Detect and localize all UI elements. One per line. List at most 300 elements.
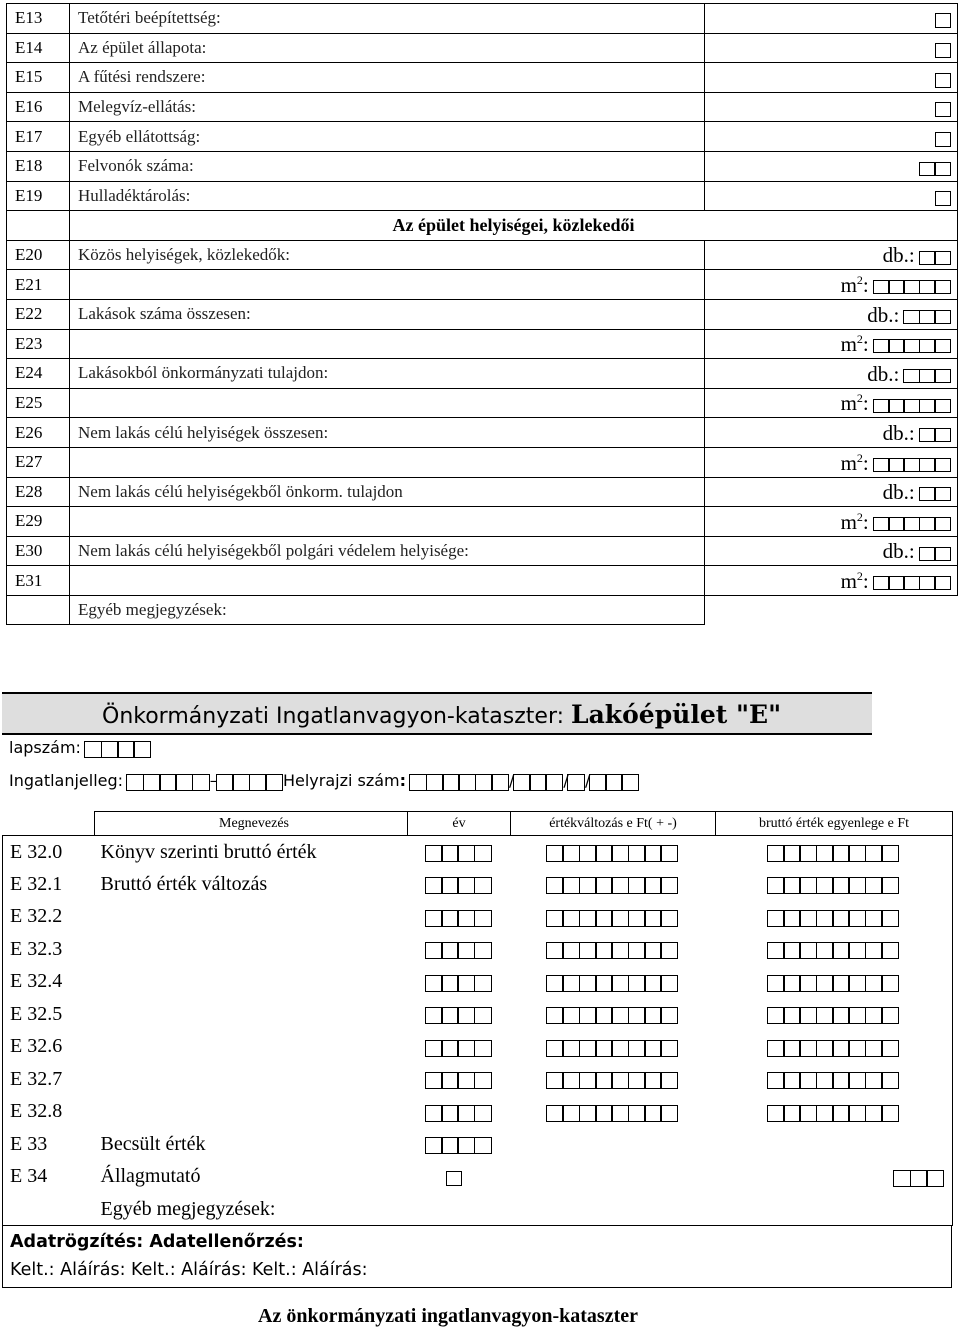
input-cell[interactable] — [767, 845, 785, 862]
input-cell[interactable] — [611, 1105, 629, 1122]
input-cell[interactable] — [425, 845, 443, 862]
input-cell[interactable] — [441, 910, 459, 927]
input-cell[interactable] — [865, 942, 883, 959]
input-cell[interactable] — [458, 774, 476, 791]
input-cell[interactable] — [934, 310, 951, 324]
input-cell[interactable] — [865, 845, 883, 862]
input-cell[interactable] — [474, 1007, 492, 1024]
value-input[interactable] — [935, 95, 951, 120]
year-input[interactable] — [426, 906, 491, 929]
input-cell[interactable] — [910, 1170, 928, 1187]
input-cell[interactable] — [644, 975, 662, 992]
input-cell[interactable] — [442, 774, 460, 791]
input-cell[interactable] — [628, 942, 646, 959]
input-cell[interactable] — [545, 774, 563, 791]
input-cell[interactable] — [611, 1040, 629, 1057]
change-input[interactable] — [548, 906, 679, 929]
helyrajzi-input-2[interactable] — [514, 772, 563, 791]
input-cell[interactable] — [644, 1040, 662, 1057]
input-cell[interactable] — [441, 942, 459, 959]
input-cell[interactable] — [546, 975, 564, 992]
input-cell[interactable] — [660, 1105, 678, 1122]
input-cell[interactable] — [799, 1040, 817, 1057]
year-input[interactable] — [426, 1133, 491, 1156]
input-cell[interactable] — [848, 1040, 866, 1057]
input-cell[interactable] — [441, 1105, 459, 1122]
input-cell[interactable] — [832, 942, 850, 959]
input-cell[interactable] — [881, 1007, 899, 1024]
input-cell[interactable] — [881, 942, 899, 959]
gross-input[interactable] — [895, 1166, 944, 1189]
input-cell[interactable] — [265, 774, 283, 791]
input-cell[interactable] — [935, 73, 951, 88]
year-input[interactable] — [426, 1036, 491, 1059]
input-cell[interactable] — [865, 1007, 883, 1024]
input-cell[interactable] — [799, 1105, 817, 1122]
input-cell[interactable] — [848, 1072, 866, 1089]
input-cell[interactable] — [628, 877, 646, 894]
input-cell[interactable] — [475, 774, 493, 791]
ingatlanjelleg-input-1[interactable] — [128, 772, 210, 791]
input-cell[interactable] — [799, 1007, 817, 1024]
value-input[interactable] — [935, 66, 951, 91]
input-cell[interactable] — [926, 1170, 944, 1187]
input-cell[interactable] — [628, 1040, 646, 1057]
input-cell[interactable] — [799, 975, 817, 992]
input-cell[interactable] — [644, 1007, 662, 1024]
input-cell[interactable] — [474, 910, 492, 927]
input-cell[interactable] — [660, 910, 678, 927]
input-cell[interactable] — [832, 1105, 850, 1122]
input-cell[interactable] — [865, 877, 883, 894]
input-cell[interactable] — [767, 1105, 785, 1122]
input-cell[interactable] — [216, 774, 234, 791]
input-cell[interactable] — [441, 845, 459, 862]
input-cell[interactable] — [579, 1072, 597, 1089]
input-cell[interactable] — [595, 1072, 613, 1089]
input-cell[interactable] — [611, 975, 629, 992]
table-row — [7, 536, 958, 566]
input-cell[interactable] — [409, 774, 427, 791]
value-input[interactable] — [903, 362, 951, 387]
input-cell[interactable] — [783, 1072, 801, 1089]
gross-input[interactable] — [769, 906, 900, 929]
input-cell[interactable] — [799, 877, 817, 894]
input-cell[interactable] — [474, 1072, 492, 1089]
input-cell[interactable] — [529, 774, 547, 791]
input-cell[interactable] — [767, 942, 785, 959]
input-cell[interactable] — [425, 1105, 443, 1122]
input-cell[interactable] — [848, 910, 866, 927]
input-cell[interactable] — [133, 741, 151, 758]
input-cell[interactable] — [783, 877, 801, 894]
input-cell[interactable] — [848, 1105, 866, 1122]
helyrajzi-input-1[interactable] — [411, 772, 509, 791]
input-cell[interactable] — [474, 877, 492, 894]
input-cell[interactable] — [425, 910, 443, 927]
input-cell[interactable] — [474, 942, 492, 959]
input-cell[interactable] — [595, 877, 613, 894]
input-cell[interactable] — [848, 877, 866, 894]
input-cell[interactable] — [611, 1007, 629, 1024]
input-cell[interactable] — [628, 910, 646, 927]
input-cell[interactable] — [126, 774, 144, 791]
input-cell[interactable] — [249, 774, 267, 791]
input-cell[interactable] — [881, 1105, 899, 1122]
input-cell[interactable] — [441, 1072, 459, 1089]
input-cell[interactable] — [579, 910, 597, 927]
input-cell[interactable] — [567, 774, 585, 791]
input-cell[interactable] — [799, 942, 817, 959]
value-input[interactable] — [873, 273, 951, 298]
input-cell[interactable] — [546, 1105, 564, 1122]
input-cell[interactable] — [893, 1170, 911, 1187]
input-cell[interactable] — [84, 741, 102, 758]
input-cell[interactable] — [644, 910, 662, 927]
ingatlanjelleg-input-2[interactable] — [218, 772, 283, 791]
change-input[interactable] — [548, 971, 679, 994]
input-cell[interactable] — [474, 975, 492, 992]
input-cell[interactable] — [579, 877, 597, 894]
input-cell[interactable] — [611, 942, 629, 959]
input-cell[interactable] — [562, 910, 580, 927]
input-cell[interactable] — [816, 1072, 834, 1089]
input-cell[interactable] — [457, 845, 475, 862]
value-input[interactable] — [873, 451, 951, 476]
value-input[interactable] — [935, 7, 951, 32]
value-input[interactable] — [919, 539, 951, 564]
input-cell[interactable] — [491, 774, 509, 791]
input-cell[interactable] — [660, 877, 678, 894]
input-cell[interactable] — [934, 458, 951, 472]
input-cell[interactable] — [562, 942, 580, 959]
input-cell[interactable] — [546, 1007, 564, 1024]
input-cell[interactable] — [816, 845, 834, 862]
lapszam-input[interactable] — [86, 739, 151, 758]
input-cell[interactable] — [457, 1137, 475, 1154]
input-cell[interactable] — [595, 1105, 613, 1122]
input-cell[interactable] — [848, 942, 866, 959]
change-input[interactable] — [548, 1101, 679, 1124]
input-cell[interactable] — [605, 774, 623, 791]
input-cell[interactable] — [579, 845, 597, 862]
change-input[interactable] — [548, 1036, 679, 1059]
change-input[interactable] — [548, 1003, 679, 1026]
year-input[interactable] — [426, 1101, 491, 1124]
input-cell[interactable] — [474, 1137, 492, 1154]
input-cell[interactable] — [644, 942, 662, 959]
input-cell[interactable] — [832, 975, 850, 992]
helyrajzi-input-3[interactable] — [569, 772, 585, 791]
input-cell[interactable] — [767, 910, 785, 927]
input-cell[interactable] — [546, 877, 564, 894]
input-cell[interactable] — [611, 877, 629, 894]
value-input[interactable] — [935, 184, 951, 209]
condition-input[interactable] — [448, 1166, 462, 1189]
input-cell[interactable] — [767, 1040, 785, 1057]
change-cell — [511, 933, 716, 966]
input-cell[interactable] — [562, 1105, 580, 1122]
value-input[interactable] — [873, 391, 951, 416]
input-cell[interactable] — [579, 1040, 597, 1057]
input-cell[interactable] — [848, 975, 866, 992]
input-cell[interactable] — [546, 942, 564, 959]
input-cell[interactable] — [660, 845, 678, 862]
input-cell[interactable] — [446, 1171, 462, 1186]
input-cell[interactable] — [457, 1007, 475, 1024]
input-cell[interactable] — [628, 1105, 646, 1122]
input-cell[interactable] — [159, 774, 177, 791]
input-cell[interactable] — [881, 1072, 899, 1089]
input-cell[interactable] — [457, 877, 475, 894]
input-cell[interactable] — [474, 1040, 492, 1057]
input-cell[interactable] — [474, 845, 492, 862]
input-cell[interactable] — [457, 1072, 475, 1089]
input-cell[interactable] — [117, 741, 135, 758]
input-cell[interactable] — [426, 774, 444, 791]
year-cell — [408, 1063, 511, 1096]
input-cell[interactable] — [767, 1072, 785, 1089]
input-cell[interactable] — [832, 1007, 850, 1024]
input-cell[interactable] — [595, 975, 613, 992]
input-cell[interactable] — [611, 910, 629, 927]
input-cell[interactable] — [935, 191, 951, 206]
input-cell[interactable] — [143, 774, 161, 791]
input-cell[interactable] — [934, 428, 951, 442]
input-cell[interactable] — [579, 1007, 597, 1024]
change-cell — [511, 1096, 716, 1129]
year-input[interactable] — [426, 1068, 491, 1091]
input-cell[interactable] — [832, 1040, 850, 1057]
input-cell[interactable] — [816, 877, 834, 894]
input-cell[interactable] — [425, 1137, 443, 1154]
input-cell[interactable] — [644, 1072, 662, 1089]
input-cell[interactable] — [441, 1137, 459, 1154]
input-cell[interactable] — [192, 774, 210, 791]
gross-input[interactable] — [769, 1068, 900, 1091]
input-cell[interactable] — [644, 1105, 662, 1122]
gross-input[interactable] — [769, 1101, 900, 1124]
change-input[interactable] — [548, 841, 679, 864]
input-cell[interactable] — [425, 975, 443, 992]
input-cell[interactable] — [425, 877, 443, 894]
value-input[interactable] — [919, 243, 951, 268]
unit-label: db.: — [867, 361, 900, 386]
input-cell[interactable] — [783, 942, 801, 959]
input-cell[interactable] — [628, 1072, 646, 1089]
input-cell[interactable] — [425, 1072, 443, 1089]
input-cell[interactable] — [562, 845, 580, 862]
year-input[interactable] — [426, 841, 491, 864]
input-cell[interactable] — [935, 43, 951, 58]
input-cell[interactable] — [881, 845, 899, 862]
row-value — [705, 299, 958, 329]
input-cell[interactable] — [644, 845, 662, 862]
change-input[interactable] — [548, 938, 679, 961]
input-cell[interactable] — [644, 877, 662, 894]
input-cell[interactable] — [579, 975, 597, 992]
input-cell[interactable] — [799, 1072, 817, 1089]
input-cell[interactable] — [457, 942, 475, 959]
input-cell[interactable] — [441, 877, 459, 894]
value-input[interactable] — [919, 421, 951, 446]
helyrajzi-input-4[interactable] — [590, 772, 639, 791]
gross-input[interactable] — [769, 1003, 900, 1026]
input-cell[interactable] — [934, 399, 951, 413]
input-cell[interactable] — [832, 910, 850, 927]
change-input[interactable] — [548, 873, 679, 896]
input-cell[interactable] — [881, 1040, 899, 1057]
input-cell[interactable] — [934, 251, 951, 265]
input-cell[interactable] — [579, 942, 597, 959]
value-input[interactable] — [935, 36, 951, 61]
input-cell[interactable] — [628, 1007, 646, 1024]
input-cell[interactable] — [881, 975, 899, 992]
input-cell[interactable] — [628, 975, 646, 992]
input-cell[interactable] — [816, 1040, 834, 1057]
value-input[interactable] — [919, 155, 951, 180]
gross-input[interactable] — [769, 971, 900, 994]
input-cell[interactable] — [660, 1040, 678, 1057]
input-cell[interactable] — [934, 339, 951, 353]
input-cell[interactable] — [783, 1105, 801, 1122]
input-cell[interactable] — [832, 1072, 850, 1089]
gross-input[interactable] — [769, 1036, 900, 1059]
input-cell[interactable] — [865, 1105, 883, 1122]
value-input[interactable] — [903, 303, 951, 328]
input-cell[interactable] — [175, 774, 193, 791]
year-input[interactable] — [426, 1003, 491, 1026]
change-input[interactable] — [548, 1068, 679, 1091]
input-cell[interactable] — [881, 877, 899, 894]
input-cell[interactable] — [621, 774, 639, 791]
input-cell[interactable] — [865, 1040, 883, 1057]
input-cell[interactable] — [832, 877, 850, 894]
input-cell[interactable] — [934, 576, 951, 590]
input-cell[interactable] — [816, 910, 834, 927]
row-code: E20 — [7, 240, 70, 270]
input-cell[interactable] — [934, 280, 951, 294]
input-cell[interactable] — [935, 102, 951, 117]
input-cell[interactable] — [101, 741, 119, 758]
input-cell[interactable] — [513, 774, 531, 791]
value-input[interactable] — [935, 125, 951, 150]
input-cell[interactable] — [562, 1007, 580, 1024]
value-input[interactable] — [873, 510, 951, 535]
input-cell[interactable] — [441, 975, 459, 992]
value-input[interactable] — [919, 480, 951, 505]
input-cell[interactable] — [848, 845, 866, 862]
input-cell[interactable] — [611, 845, 629, 862]
input-cell[interactable] — [816, 942, 834, 959]
input-cell[interactable] — [441, 1040, 459, 1057]
input-cell[interactable] — [579, 1105, 597, 1122]
input-cell[interactable] — [767, 1007, 785, 1024]
input-cell[interactable] — [425, 1007, 443, 1024]
input-cell[interactable] — [595, 845, 613, 862]
gross-input[interactable] — [769, 841, 900, 864]
input-cell[interactable] — [546, 1040, 564, 1057]
input-cell[interactable] — [783, 1040, 801, 1057]
input-cell[interactable] — [783, 975, 801, 992]
input-cell[interactable] — [589, 774, 607, 791]
input-cell[interactable] — [562, 1040, 580, 1057]
input-cell[interactable] — [628, 845, 646, 862]
input-cell[interactable] — [425, 942, 443, 959]
header-ertekvaltozas: értékváltozás e Ft( + -) — [511, 812, 716, 836]
input-cell[interactable] — [441, 1007, 459, 1024]
input-cell[interactable] — [474, 1105, 492, 1122]
input-cell[interactable] — [457, 975, 475, 992]
input-cell[interactable] — [425, 1040, 443, 1057]
input-cell[interactable] — [881, 910, 899, 927]
input-cell[interactable] — [660, 942, 678, 959]
year-input[interactable] — [426, 873, 491, 896]
input-cell[interactable] — [457, 1040, 475, 1057]
input-cell[interactable] — [562, 975, 580, 992]
input-cell[interactable] — [783, 1007, 801, 1024]
input-cell[interactable] — [799, 910, 817, 927]
input-cell[interactable] — [832, 845, 850, 862]
input-cell[interactable] — [457, 1105, 475, 1122]
input-cell[interactable] — [783, 910, 801, 927]
input-cell[interactable] — [660, 1072, 678, 1089]
input-cell[interactable] — [816, 1007, 834, 1024]
input-cell[interactable] — [934, 547, 951, 561]
value-input[interactable] — [873, 332, 951, 357]
input-cell[interactable] — [865, 910, 883, 927]
input-cell[interactable] — [935, 13, 951, 28]
input-cell[interactable] — [934, 162, 951, 176]
input-cell[interactable] — [767, 975, 785, 992]
section-header: Az épület helyiségei, közlekedői — [70, 211, 958, 241]
input-cell[interactable] — [767, 877, 785, 894]
input-cell[interactable] — [595, 1040, 613, 1057]
year-input[interactable] — [426, 938, 491, 961]
input-cell[interactable] — [595, 1007, 613, 1024]
input-cell[interactable] — [848, 1007, 866, 1024]
input-cell[interactable] — [783, 845, 801, 862]
input-cell[interactable] — [865, 975, 883, 992]
input-cell[interactable] — [457, 910, 475, 927]
input-cell[interactable] — [546, 910, 564, 927]
input-cell[interactable] — [934, 517, 951, 531]
input-cell[interactable] — [611, 1072, 629, 1089]
input-cell[interactable] — [799, 845, 817, 862]
value-input[interactable] — [873, 569, 951, 594]
input-cell[interactable] — [546, 1072, 564, 1089]
input-cell[interactable] — [660, 1007, 678, 1024]
input-cell[interactable] — [562, 877, 580, 894]
input-cell[interactable] — [816, 1105, 834, 1122]
input-cell[interactable] — [595, 910, 613, 927]
year-input[interactable] — [426, 971, 491, 994]
input-cell[interactable] — [934, 369, 951, 383]
input-cell[interactable] — [562, 1072, 580, 1089]
gross-input[interactable] — [769, 873, 900, 896]
input-cell[interactable] — [865, 1072, 883, 1089]
input-cell[interactable] — [935, 132, 951, 147]
input-cell[interactable] — [595, 942, 613, 959]
input-cell[interactable] — [934, 487, 951, 501]
gross-input[interactable] — [769, 938, 900, 961]
input-cell[interactable] — [232, 774, 250, 791]
input-cell[interactable] — [816, 975, 834, 992]
year-cell — [408, 966, 511, 999]
row-code: E 32.2 — [3, 901, 95, 934]
input-cell[interactable] — [660, 975, 678, 992]
input-cell[interactable] — [546, 845, 564, 862]
